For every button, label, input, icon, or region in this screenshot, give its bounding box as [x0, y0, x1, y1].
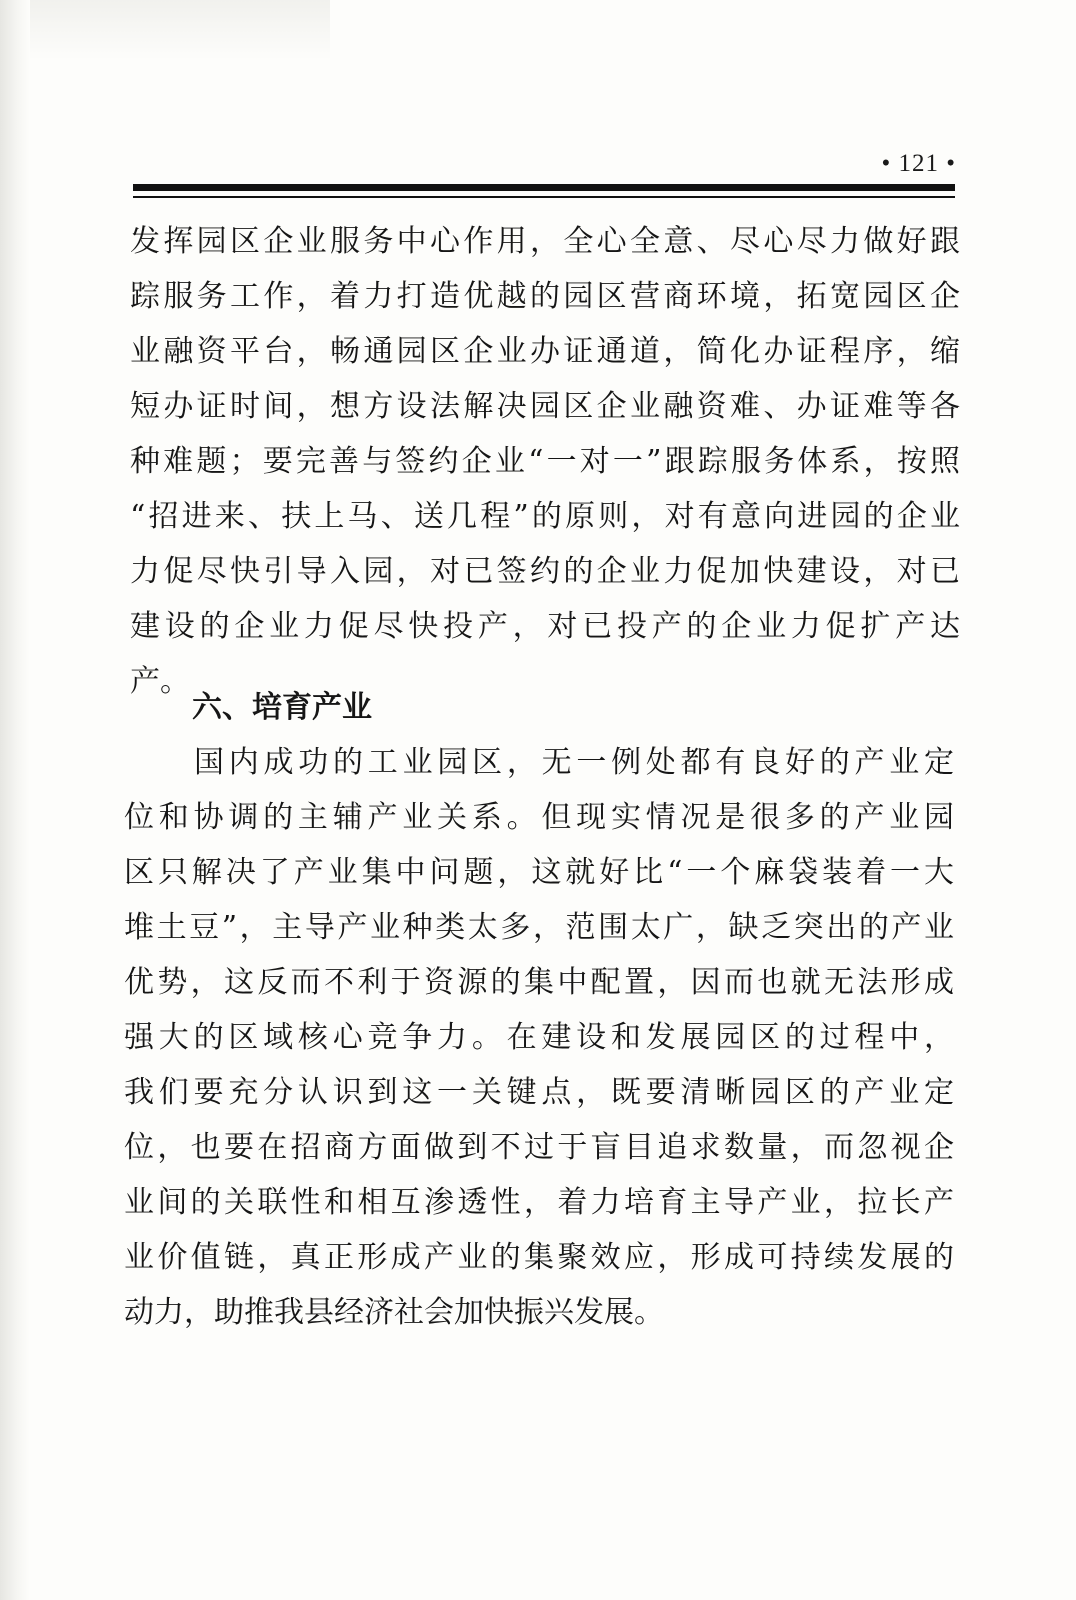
text-line: 堆土豆”，主导产业种类太多，范围太广，缺乏突出的产业	[124, 910, 954, 945]
text-line: 区只解决了产业集中问题，这就好比“一个麻袋装着一大	[124, 855, 954, 890]
text-line: 产。	[130, 664, 190, 699]
text-line: 位和协调的主辅产业关系。但现实情况是很多的产业园	[124, 800, 954, 835]
text-line: 力促尽快引导入园，对已签约的企业力促加快建设，对已	[130, 554, 960, 589]
text-line: 建设的企业力促尽快投产，对已投产的企业力促扩产达	[130, 609, 960, 644]
header-rule-thin	[133, 196, 955, 198]
text-line: 踪服务工作，着力打造优越的园区营商环境，拓宽园区企	[130, 279, 960, 314]
text-line: 业价值链，真正形成产业的集聚效应，形成可持续发展的	[124, 1240, 954, 1275]
text-line: 短办证时间，想方设法解决园区企业融资难、办证难等各	[130, 389, 960, 424]
paragraph-1	[130, 214, 960, 709]
text-line: 强大的区域核心竞争力。在建设和发展园区的过程中，	[124, 1020, 954, 1055]
paragraph-2	[124, 735, 954, 1340]
scan-top-smudge	[30, 0, 330, 60]
text-line: 优势，这反而不利于资源的集中配置，因而也就无法形成	[124, 965, 954, 1000]
text-line: 国内成功的工业园区，无一例处都有良好的产业定	[194, 745, 954, 780]
text-line: 我们要充分认识到这一关键点，既要清晰园区的产业定	[124, 1075, 954, 1110]
text-line: 位，也要在招商方面做到不过于盲目追求数量，而忽视企	[124, 1130, 954, 1165]
text-line: 业融资平台，畅通园区企业办证通道，简化办证程序，缩	[130, 334, 960, 369]
text-line: 发挥园区企业服务中心作用，全心全意、尽心尽力做好跟	[130, 224, 960, 259]
text-line: 业间的关联性和相互渗透性，着力培育主导产业，拉长产	[124, 1185, 954, 1220]
section-heading: 六、培育产业	[192, 690, 372, 725]
page-number: • 121 •	[881, 150, 956, 177]
text-line: “招进来、扶上马、送几程”的原则，对有意向进园的企业	[130, 499, 960, 534]
header-rule-thick	[133, 184, 955, 191]
scan-left-edge-shadow	[0, 0, 30, 1600]
text-line: 种难题；要完善与签约企业“一对一”跟踪服务体系，按照	[130, 444, 960, 479]
text-line: 动力，助推我县经济社会加快振兴发展。	[124, 1295, 664, 1330]
